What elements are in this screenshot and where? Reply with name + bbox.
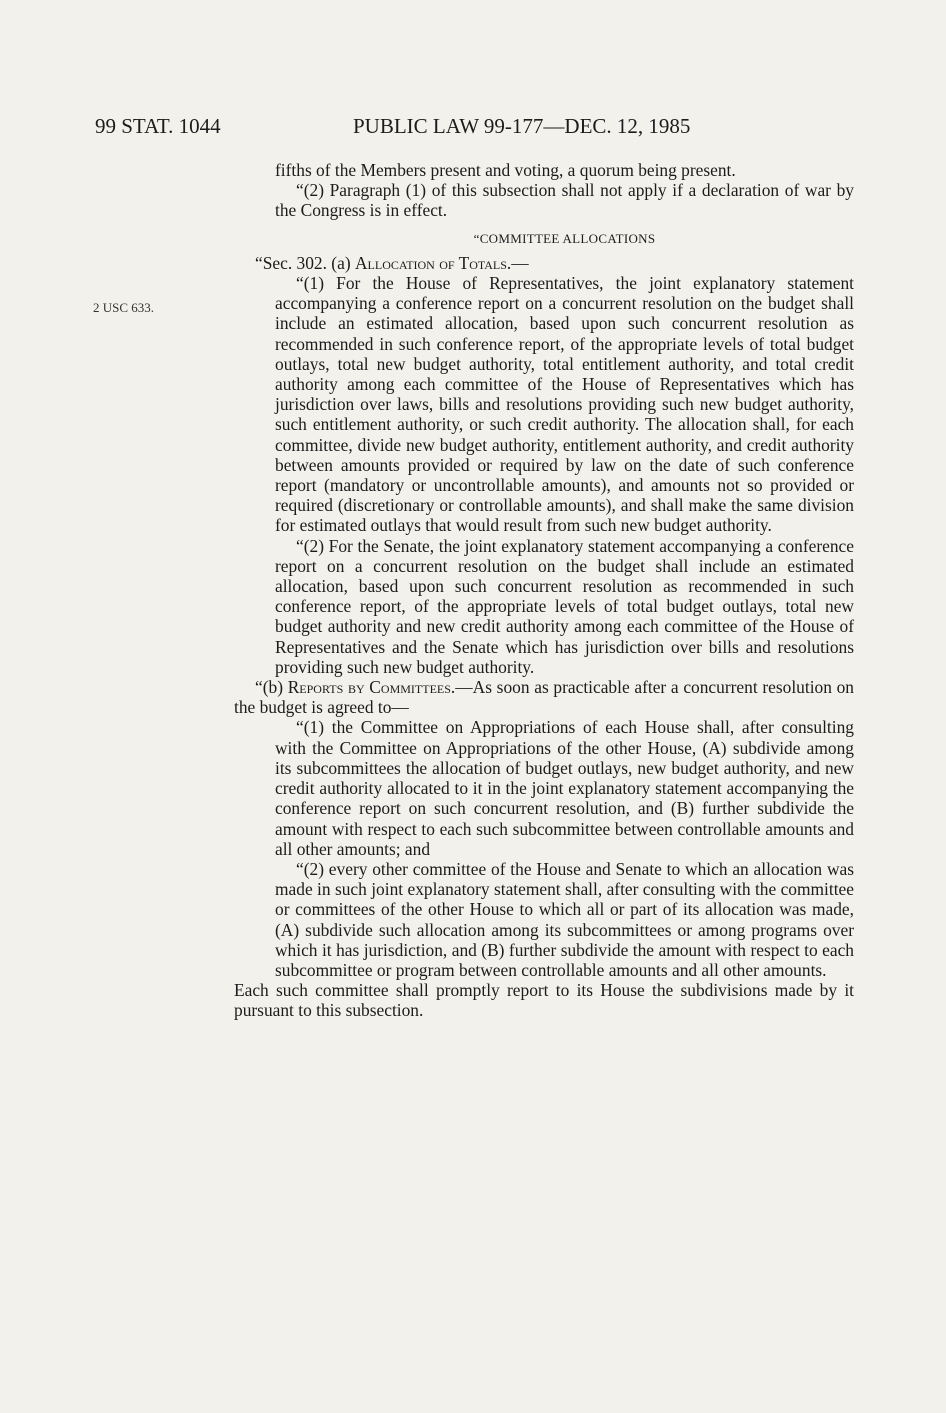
paragraph-b2-other-committees: “(2) every other committee of the House and Senate to which an allocation was made in such joint explanatory statement shall, after consulting with the committee or committees of the other House to which all or part of its allocation was made, (A) subdivide such allocation among its subcommittees or among programs over which it has jurisdiction, and (B) further subdivide the amount with respect to each subcommittee or program between controllable amounts and all other amounts. bbox=[275, 858, 854, 980]
paragraph-closing: Each such committee shall promptly report to its House the subdivisions made by it pursuant to this subsection. bbox=[234, 980, 854, 1021]
stat-page-number: 99 STAT. 1044 bbox=[95, 114, 221, 138]
paragraph-2-war: “(2) Paragraph (1) of this subsection shall not apply if a declaration of war by the Congress is in effect. bbox=[275, 180, 854, 221]
section-302-title bbox=[234, 253, 854, 273]
subsection-b-title: Reports by Committees. bbox=[287, 677, 456, 698]
section-heading-committee-allocations: “COMMITTEE ALLOCATIONS bbox=[473, 230, 656, 246]
subsection-b-prefix: “(b) bbox=[255, 677, 288, 698]
paragraph-a1-house: “(1) For the House of Representatives, the joint explanatory statement accompanying a conference report on a concurrent resolution on the budget shall include an estimated allocation, based upon such concurrent resolution as recommended in such conference report, of the appropriate levels of total budget outlays, total new budget authority, total entitlement authority, and total credit authority among each committee of the House of Representatives which has jurisdiction over laws, bills and resolutions providing such new budget authority, such entitlement authority, or such credit authority. The allocation shall, for each committee, divide new budget authority, entitlement authority, and credit authority between amounts provided or required by law on the date of such conference report (mandatory or uncontrollable amounts), and amounts not so provided or required (discretionary or controllable amounts), and shall make the same division for estimated outlays that would result from such new budget authority. bbox=[275, 273, 854, 536]
subsection-b-text: —As soon as practicable after a concurrent resolution on the budget is agreed to— bbox=[234, 677, 854, 718]
public-law-title: PUBLIC LAW 99-177—DEC. 12, 1985 bbox=[353, 114, 691, 138]
paragraph-a2-senate: “(2) For the Senate, the joint explanatory statement accompanying a conference report on a concurrent resolution on the budget shall include an estimated allocation, based upon such concurrent resolution as recommended in such conference report, of the appropriate levels of total budget outlays, total new budget authority and new credit authority among each committee of the House of Representatives and the Senate which has jurisdiction over bills and resolutions providing such new budget authority. bbox=[275, 535, 854, 677]
section-302-prefix: “Sec. 302. (a) bbox=[255, 252, 355, 273]
section-302-subtitle: Allocation of Totals.— bbox=[354, 252, 529, 273]
paragraph-fifths: fifths of the Members present and voting, a quorum being present. bbox=[275, 160, 736, 180]
body-text bbox=[234, 160, 854, 1021]
margin-note-usc: 2 USC 633. bbox=[93, 300, 155, 315]
paragraph-b1-appropriations: “(1) the Committee on Appropriations of each House shall, after consulting with the Committee on Appropriations of the other House, (A) subdivide among its subcommittees the allocation of budget outlays, new budget authority, and new credit authority allocated to it in the joint explanatory statement accompanying the conference report on such concurrent resolution, and (B) further subdivide the amount with respect to each such subcommittee between controllable amounts and all other amounts; and bbox=[275, 717, 854, 859]
subsection-b-reports bbox=[234, 677, 854, 717]
page-header bbox=[95, 114, 855, 144]
